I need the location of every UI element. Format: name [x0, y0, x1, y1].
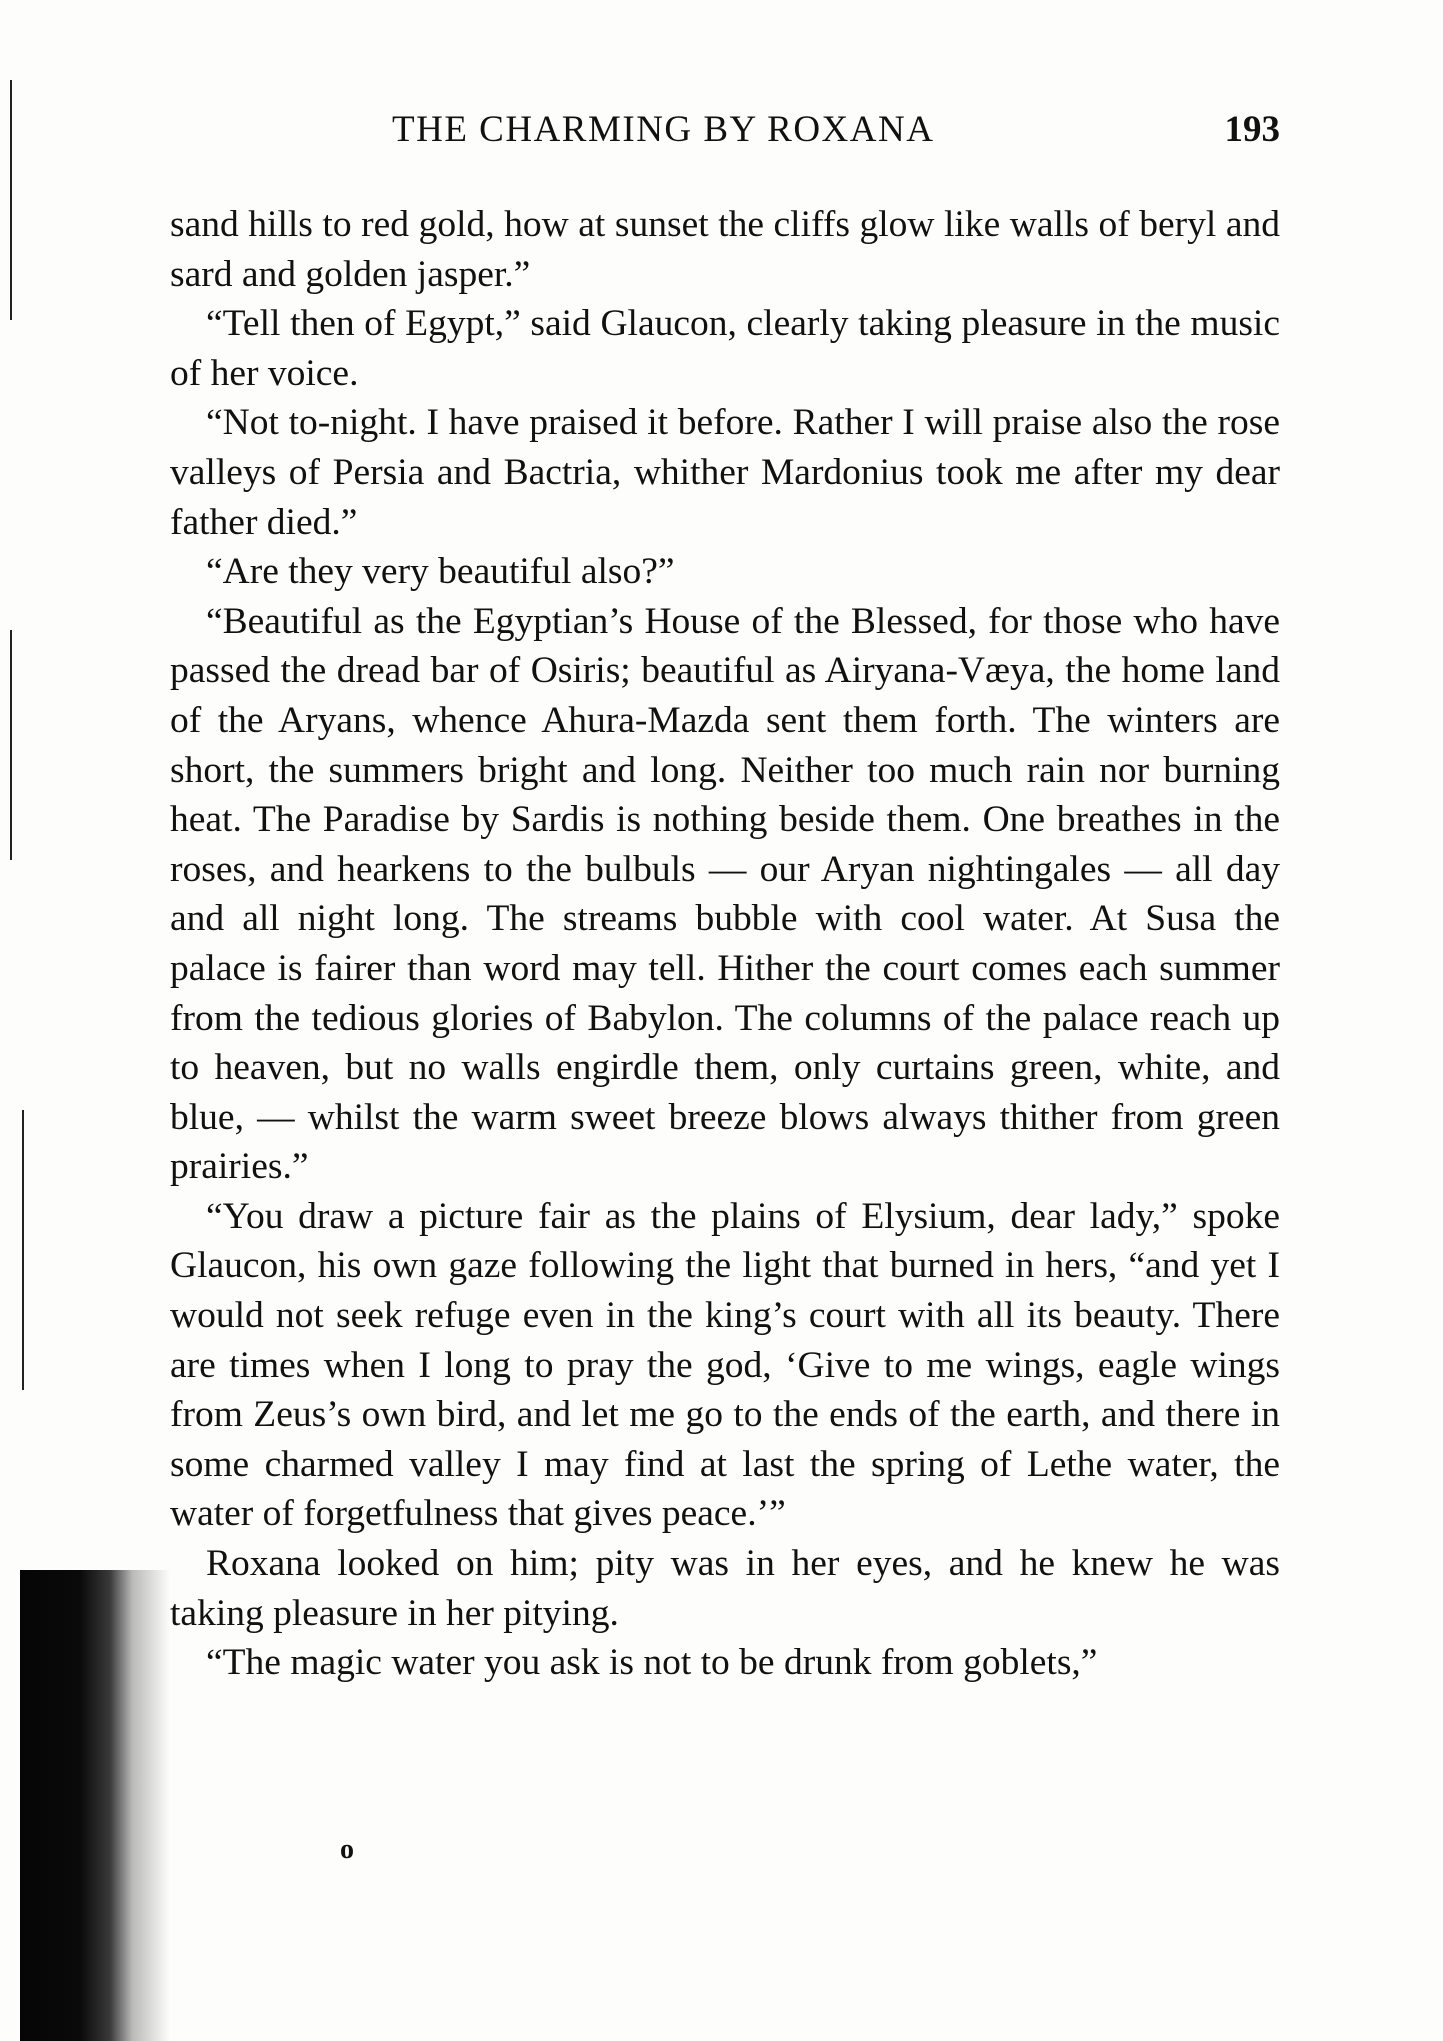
paragraph: “Not to-night. I have praised it before. Rather I will praise also the rose valleys of Persia and Bactria, whither Mardonius took me after my dear father died.”: [170, 402, 1280, 543]
paragraph: “The magic water you ask is not to be drunk from goblets,”: [206, 1642, 1098, 1684]
scan-edge-line: [10, 80, 12, 320]
paragraph: sand hills to red gold, how at sunset the cliffs glow like walls of beryl and sard and golden jasper.”: [170, 204, 1280, 295]
paragraph: Roxana looked on him; pity was in her eyes, and he knew he was taking pleasure in her pitying.: [170, 1543, 1280, 1634]
paragraph: “Are they very beautiful also?”: [206, 551, 675, 593]
scan-edge-line: [22, 1110, 24, 1390]
paragraph: “Tell then of Egypt,” said Glaucon, clearly taking pleasure in the music of her voice.: [170, 303, 1280, 394]
body-text: [170, 200, 1280, 1688]
page-number: 193: [1224, 109, 1280, 150]
scan-edge-line: [10, 630, 12, 860]
paragraph: “You draw a picture fair as the plains of Elysium, dear lady,” spoke Glaucon, his own gaze following the light that burned in hers, “and yet I would not seek refuge even in the king’s court with all its beauty. There are times when I long to pray the god, ‘Give to me wings, eagle wings from Zeus’s own bird, and let me go to the ends of the earth, and there in some charmed valley I may find at last the spring of Lethe water, the water of forgetfulness that gives peace.’”: [170, 1195, 1280, 1535]
running-head: [170, 108, 1280, 158]
signature-mark: o: [340, 1834, 354, 1865]
paragraph: “Beautiful as the Egyptian’s House of the Blessed, for those who have passed the dread bar of Osiris; beautiful as Airyana-Væya, the home land of the Aryans, whence Ahura-Mazda sent them forth. The winters are short, the summers bright and long. Neither too much rain nor burning heat. The Paradise by Sardis is nothing beside them. One breathes in the roses, and hearkens to the bulbuls — our Aryan nightingales — all day and all night long. The streams bubble with cool water. At Susa the palace is fairer than word may tell. Hither the court comes each summer from the tedious glories of Babylon. The columns of the palace reach up to heaven, but no walls engirdle them, only curtains green, white, and blue, — whilst the warm sweet breeze blows always thither from green prairies.”: [170, 600, 1280, 1188]
scan-edge-shadow: [20, 1570, 170, 2041]
running-title: THE CHARMING BY ROXANA: [392, 109, 935, 150]
